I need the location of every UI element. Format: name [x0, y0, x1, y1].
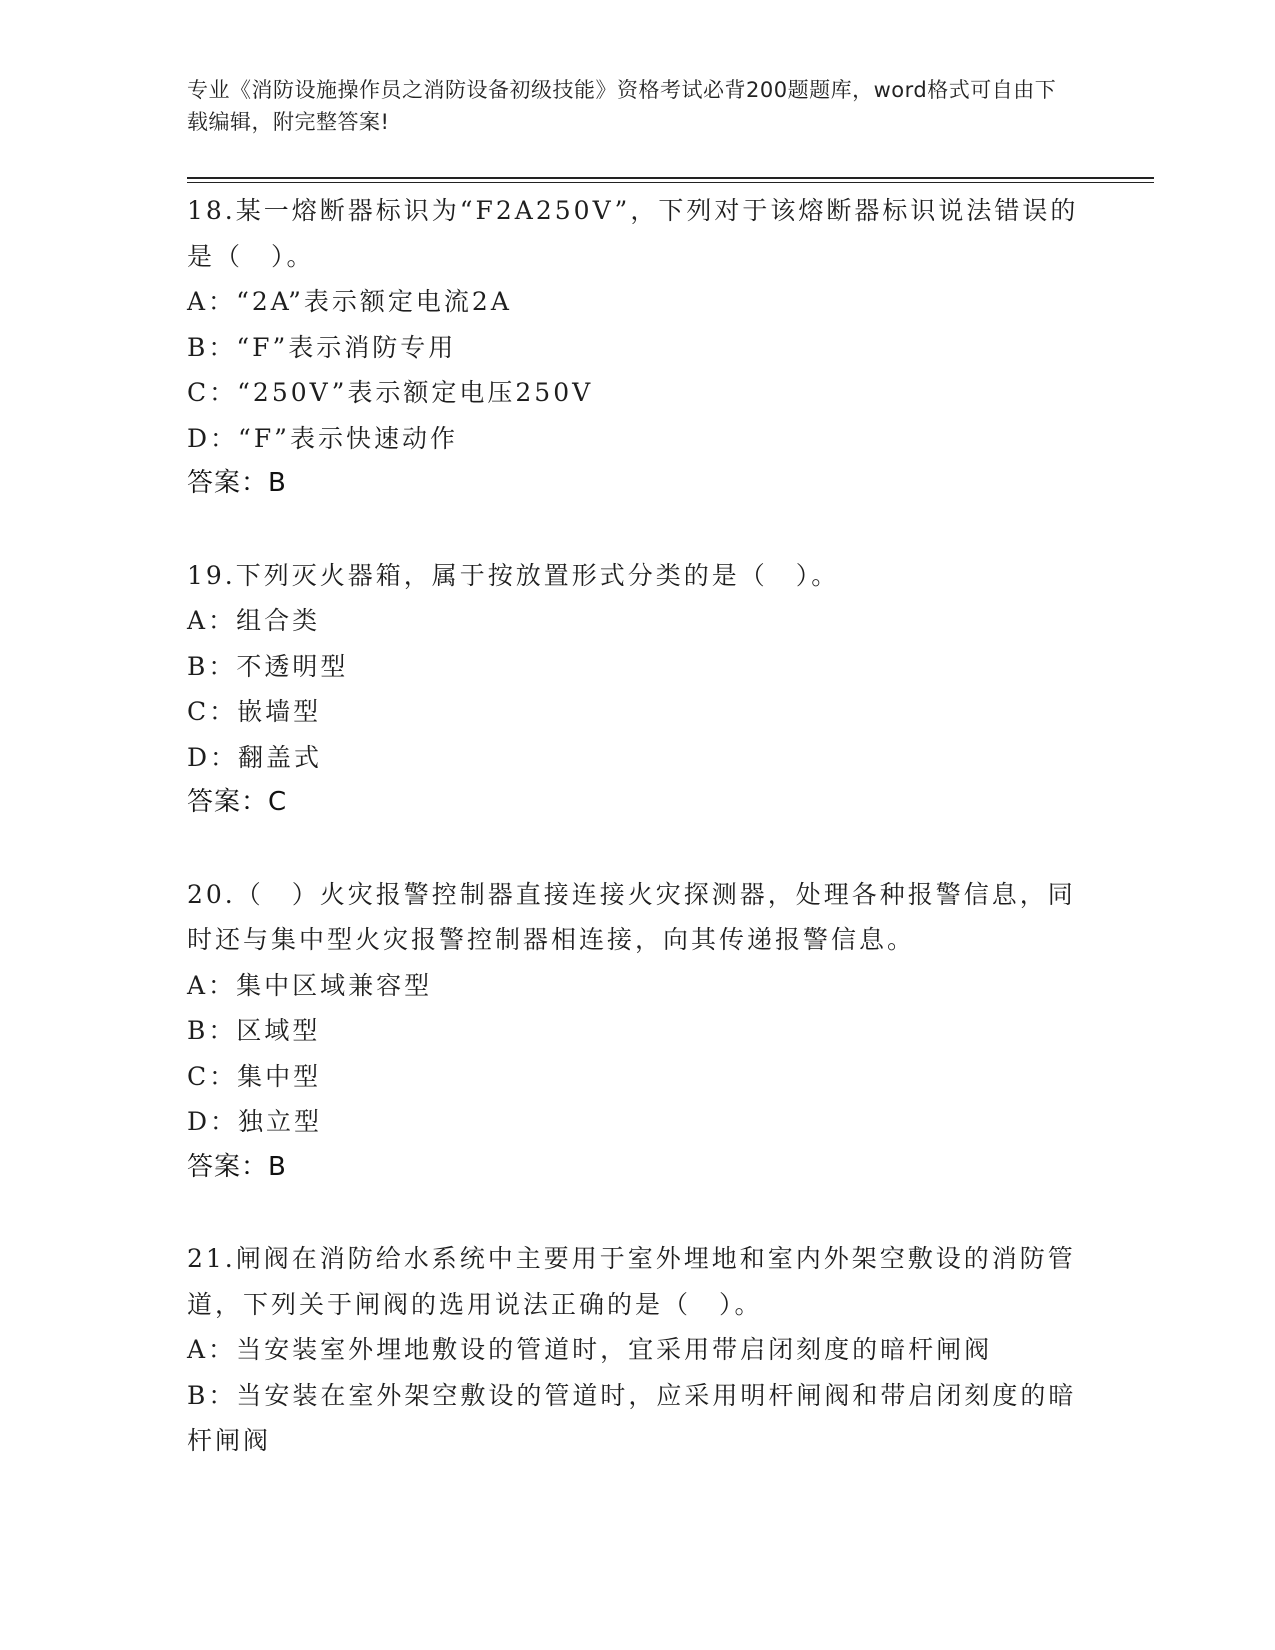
option-b [187, 325, 1087, 371]
option-key: A： [187, 1335, 237, 1364]
option-d [187, 1099, 1087, 1145]
option-key: B： [187, 332, 237, 362]
option-text: 翻盖式 [238, 742, 323, 772]
option-c [187, 689, 1087, 735]
option-b [187, 1008, 1087, 1054]
question-stem: 19.下列灭火器箱，属于按放置形式分类的是（ ）。 [187, 560, 840, 590]
option-key: C： [187, 378, 238, 407]
question-stem: 20.（ ）火灾报警控制器直接连接火灾探测器，处理各种报警信息，同时还与集中型火灾报警控制器相连接，向其传递报警信息。 [187, 879, 1076, 954]
question-18 [187, 188, 1087, 507]
option-key: B： [187, 1380, 237, 1410]
option-b [187, 644, 1087, 690]
option-c [187, 1054, 1087, 1100]
option-text: 集中型 [237, 1061, 322, 1091]
option-b [187, 1373, 1087, 1464]
option-key: A： [187, 287, 237, 316]
option-key: A： [187, 606, 237, 635]
option-key: B： [187, 1016, 237, 1045]
question-stem: 18.某一熔断器标识为“F2A250V”，下列对于该熔断器标识说法错误的是（ ）。 [187, 196, 1079, 271]
question-21 [187, 1236, 1087, 1464]
document-header-title: 专业《消防设施操作员之消防设备初级技能》资格考试必背200题题库，word格式可自由下载编辑，附完整答案! [187, 78, 1057, 134]
option-text: 当安装室外埋地敷设的管道时，宜采用带启闭刻度的暗杆闸阀 [236, 1335, 993, 1364]
header-rule-thick [187, 177, 1154, 179]
question-20 [187, 872, 1087, 1191]
answer-line: 答案：C [187, 787, 288, 817]
option-text: 组合类 [236, 606, 321, 635]
option-text: “2A”表示额定电流2A [236, 287, 512, 316]
option-key: D： [187, 423, 239, 453]
option-text: 不透明型 [236, 651, 349, 681]
option-key: D： [187, 1107, 239, 1136]
question-stem: 21.闸阀在消防给水系统中主要用于室外埋地和室内外架空敷设的消防管道，下列关于闸阀的选用说法正确的是（ ）。 [187, 1244, 1076, 1319]
option-text: “250V”表示额定电压250V [237, 378, 594, 407]
option-text: 独立型 [238, 1107, 323, 1136]
option-text: 嵌墙型 [237, 697, 322, 726]
option-a [187, 279, 1087, 325]
option-key: C： [187, 697, 238, 726]
option-d [187, 416, 1087, 462]
option-key: C： [187, 1061, 238, 1091]
answer-line: 答案：B [187, 468, 287, 498]
answer-line: 答案：B [187, 1151, 287, 1182]
option-text: 集中区域兼容型 [236, 970, 433, 1000]
option-key: A： [187, 970, 237, 1000]
option-key: D： [187, 742, 239, 772]
option-key: B： [187, 651, 237, 681]
question-list [187, 188, 1087, 1510]
option-text: 区域型 [236, 1016, 321, 1045]
option-text: 当安装在室外架空敷设的管道时，应采用明杆闸阀和带启闭刻度的暗杆闸阀 [187, 1380, 1077, 1455]
option-a [187, 598, 1087, 644]
option-a [187, 1327, 1087, 1373]
option-d [187, 735, 1087, 781]
option-a [187, 963, 1087, 1009]
option-c [187, 370, 1087, 416]
option-text: “F”表示消防专用 [236, 332, 457, 362]
header-rule-thin [187, 182, 1154, 183]
question-19 [187, 553, 1087, 826]
option-text: “F”表示快速动作 [238, 423, 458, 453]
